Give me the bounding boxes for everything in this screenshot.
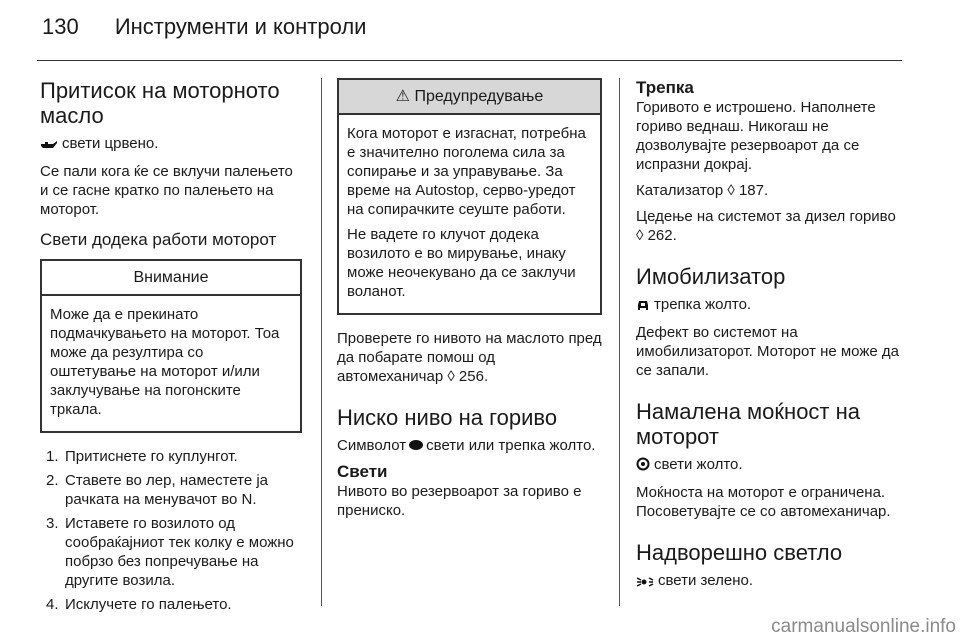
heading-oil-pressure: Притисок на моторното масло — [40, 78, 280, 128]
column-3 — [636, 78, 904, 599]
oil-indicator-line: свети црвено. — [40, 134, 302, 155]
heading-exterior-light: Надворешно светло — [636, 540, 843, 565]
notice-title: Внимание — [42, 261, 300, 296]
lit-paragraph: Нивото во резервоарот за гориво е прениско. — [337, 483, 582, 519]
warning-title: ⚠ Предупредување — [339, 80, 600, 115]
diesel-bleed-reference: Цедење на системот за дизел гориво ◊ 262. — [636, 208, 896, 244]
column-divider — [321, 78, 322, 606]
list-item: 1. Притиснете го куплунгот. — [46, 448, 238, 465]
power-indicator-line: свети жолто. — [636, 455, 904, 476]
watermark: carmanualsonline.info — [771, 616, 956, 637]
catalyst-reference: Катализатор ◊ 187. — [636, 182, 769, 199]
steps-list — [40, 447, 302, 614]
heading-low-fuel: Ниско ниво на гориво — [337, 405, 558, 430]
car-key-icon — [636, 297, 650, 316]
column-2 — [337, 78, 602, 527]
exterior-light-icon — [636, 573, 654, 592]
list-item: 3. Иставете го возилото од сообраќајниот тек колку е можно побрзо без попречување на другите возила. — [46, 515, 294, 589]
column-divider — [619, 78, 620, 606]
fuel-symbol-icon — [409, 440, 423, 450]
check-oil-paragraph: Проверете го нивото на маслото пред да побарате помош од автомеханичар ◊ 256. — [337, 330, 602, 385]
engine-gear-icon — [636, 457, 650, 476]
heading-reduced-power: Намалена моќност на моторот — [636, 399, 860, 449]
oil-can-icon — [40, 136, 58, 155]
column-1 — [40, 78, 302, 619]
notice-box — [40, 259, 302, 433]
page-number: 130 — [42, 14, 79, 39]
heading-lit: Свети — [337, 462, 388, 481]
notice-text: Може да е прекинато подмачкувањето на моторот. Тоа може да резултира со оштетување на моторот и/или заклучување на погонските тркала. — [50, 306, 280, 418]
heading-blink: Трепка — [636, 78, 694, 97]
power-paragraph: Моќноста на моторот е ограничена. Посоветувајте се со автомеханичар. — [636, 484, 891, 520]
heading-immobiliser: Имобилизатор — [636, 264, 786, 289]
light-indicator-line: свети зелено. — [636, 571, 904, 592]
page-header — [42, 14, 366, 40]
immobiliser-indicator-line: трепка жолто. — [636, 295, 904, 316]
blink-paragraph: Горивото е истрошено. Наполнете гориво веднаш. Никогаш не дозволувајте резервоарот да се испразни докрај. — [636, 99, 876, 173]
fuel-symbol-line: Символот свети или трепка жолто. — [337, 437, 596, 454]
list-item: 2. Ставете во лер, наместете ја рачката на менувачот во N. — [46, 472, 269, 508]
warning-box — [337, 78, 602, 315]
warning-text-1: Кога моторот е изгаснат, потребна е значително поголема сила за сопирање и за управување. За време на Autostop, серво-уредот на сопирачките сеуште работи. — [347, 125, 586, 218]
header-rule — [37, 60, 902, 61]
list-item: 4. Исклучете го палењето. — [46, 596, 232, 613]
page-header-title: Инструменти и контроли — [114, 14, 367, 39]
warning-triangle-icon: ⚠ — [395, 88, 411, 105]
heading-running: Свети додека работи моторот — [40, 230, 277, 249]
warning-text-2: Не вадете го клучот додека возилото е во мирување, инаку може неочекувано да се заклучи воланот. — [347, 226, 576, 300]
oil-paragraph: Се пали кога ќе се вклучи палењето и се гасне кратко по палењето на моторот. — [40, 163, 293, 218]
immobiliser-paragraph: Дефект во системот на имобилизаторот. Моторот не може да се запали. — [636, 324, 899, 379]
